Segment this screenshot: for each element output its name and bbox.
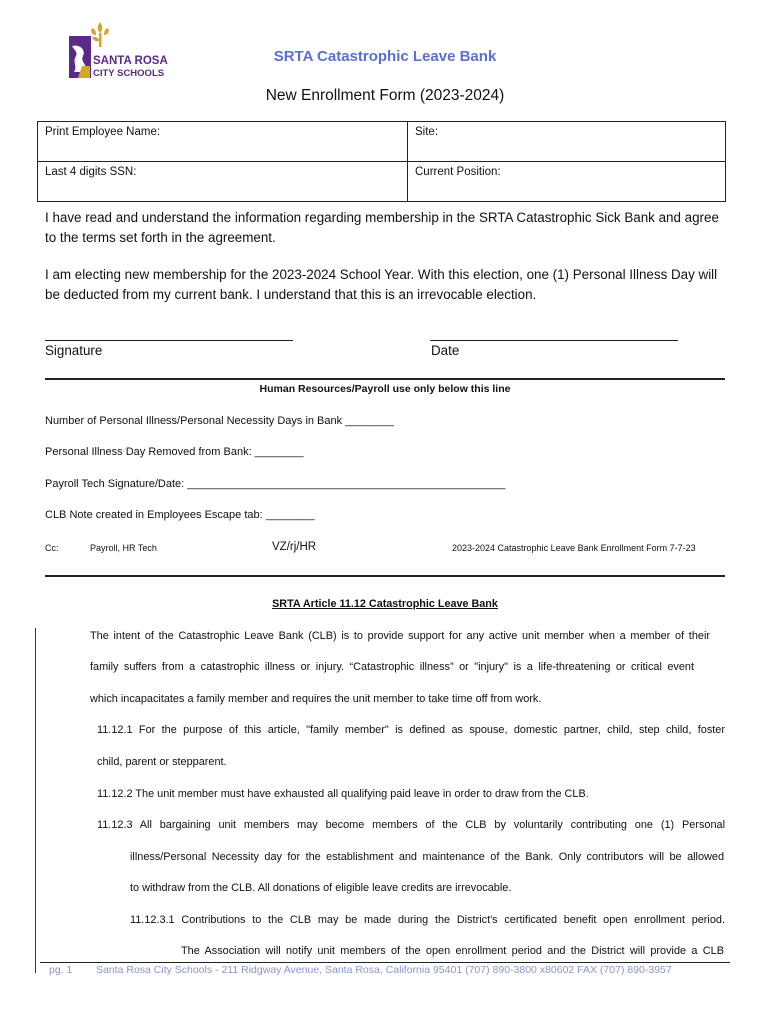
cc-value: Payroll, HR Tech bbox=[90, 543, 157, 553]
ssn-label: Last 4 digits SSN: bbox=[45, 166, 137, 178]
section-11-12-1-line2: child, parent or stepparent. bbox=[97, 756, 227, 768]
site-label: Site: bbox=[415, 126, 439, 138]
site-field[interactable] bbox=[408, 122, 726, 162]
hr-divider-top bbox=[45, 378, 725, 380]
clb-note-line: CLB Note created in Employees Escape tab: ________ bbox=[45, 509, 315, 521]
section-11-12-3-1-line1: 11.12.3.1 Contributions to the CLB may be made during the District's certificated benefit open enrollment period. bbox=[130, 914, 725, 926]
position-label: Current Position: bbox=[415, 166, 501, 178]
employee-info-table bbox=[37, 121, 726, 202]
hr-divider-bottom bbox=[45, 575, 725, 577]
revision-bar bbox=[35, 628, 36, 973]
form-title: New Enrollment Form (2023-2024) bbox=[265, 87, 505, 104]
signature-line[interactable] bbox=[45, 340, 293, 341]
logo-text-line2: CITY SCHOOLS bbox=[93, 68, 165, 79]
logo-text-line1: SANTA ROSA bbox=[93, 55, 168, 67]
section-11-12-2: 11.12.2 The unit member must have exhausted all qualifying paid leave in order to draw from the CLB. bbox=[97, 788, 589, 800]
date-line[interactable] bbox=[430, 340, 678, 341]
section-11-12-3-line3: to withdraw from the CLB. All donations of eligible leave credits are irrevocable. bbox=[130, 882, 512, 894]
ssn-field[interactable] bbox=[38, 162, 408, 202]
statement-election: I am electing new membership for the 2023-2024 School Year. With this election, one (1) Personal Illness Day will be deducted from my current bank. I understand that this is an irrevocable election. bbox=[45, 267, 718, 302]
cc-label: Cc: bbox=[45, 543, 59, 553]
section-11-12-3-line1: 11.12.3 All bargaining unit members may become members of the CLB by voluntarily contributing one (1) Personal bbox=[97, 819, 725, 831]
page-number: pg. 1 bbox=[49, 964, 73, 976]
days-in-bank-line: Number of Personal Illness/Personal Necessity Days in Bank ________ bbox=[45, 415, 395, 427]
footer-divider bbox=[40, 962, 730, 963]
initials: VZ/rj/HR bbox=[272, 541, 317, 553]
article-intro-line1: The intent of the Catastrophic Leave Bank (CLB) is to provide support for any active unit member when a member of their bbox=[90, 630, 710, 642]
article-intro-line3: which incapacitates a family member and requires the unit member to take time off from work. bbox=[90, 693, 542, 705]
day-removed-line: Personal Illness Day Removed from Bank: ________ bbox=[45, 446, 304, 458]
article-title: SRTA Article 11.12 Catastrophic Leave Bank bbox=[272, 598, 498, 610]
employee-name-label: Print Employee Name: bbox=[45, 126, 161, 138]
hr-section-heading: Human Resources/Payroll use only below this line bbox=[259, 383, 511, 395]
payroll-signature-line: Payroll Tech Signature/Date: ____________________________________________________ bbox=[45, 478, 506, 490]
form-reference: 2023-2024 Catastrophic Leave Bank Enrollment Form 7-7-23 bbox=[452, 543, 696, 553]
statement-membership: I have read and understand the information regarding membership in the SRTA Catastrophic Sick Bank and agree to the terms set forth in the agreement. bbox=[45, 210, 719, 245]
date-label: Date bbox=[431, 343, 460, 358]
section-11-12-3-line2: illness/Personal Necessity day for the establishment and maintenance of the Bank. Only contributors will be allowed bbox=[130, 851, 724, 863]
section-11-12-1-line1: 11.12.1 For the purpose of this article, "family member" is defined as spouse, domestic partner, child, step child, foster bbox=[97, 724, 725, 736]
article-intro-line2: family suffers from a catastrophic illness or injury. “Catastrophic illness” or "injury" is a life-threatening or critical event bbox=[90, 661, 694, 673]
signature-label: Signature bbox=[45, 343, 103, 358]
employee-name-field[interactable] bbox=[38, 122, 408, 162]
section-11-12-3-1-line2: The Association will notify unit members of the open enrollment period and the District will provide a CLB bbox=[181, 945, 724, 957]
org-title: SRTA Catastrophic Leave Bank bbox=[273, 48, 497, 65]
position-field[interactable] bbox=[408, 162, 726, 202]
footer-address: Santa Rosa City Schools - 211 Ridgway Avenue, Santa Rosa, California 95401 (707) 890-3800 x80602 FAX (707) 890-3957 bbox=[96, 964, 672, 976]
